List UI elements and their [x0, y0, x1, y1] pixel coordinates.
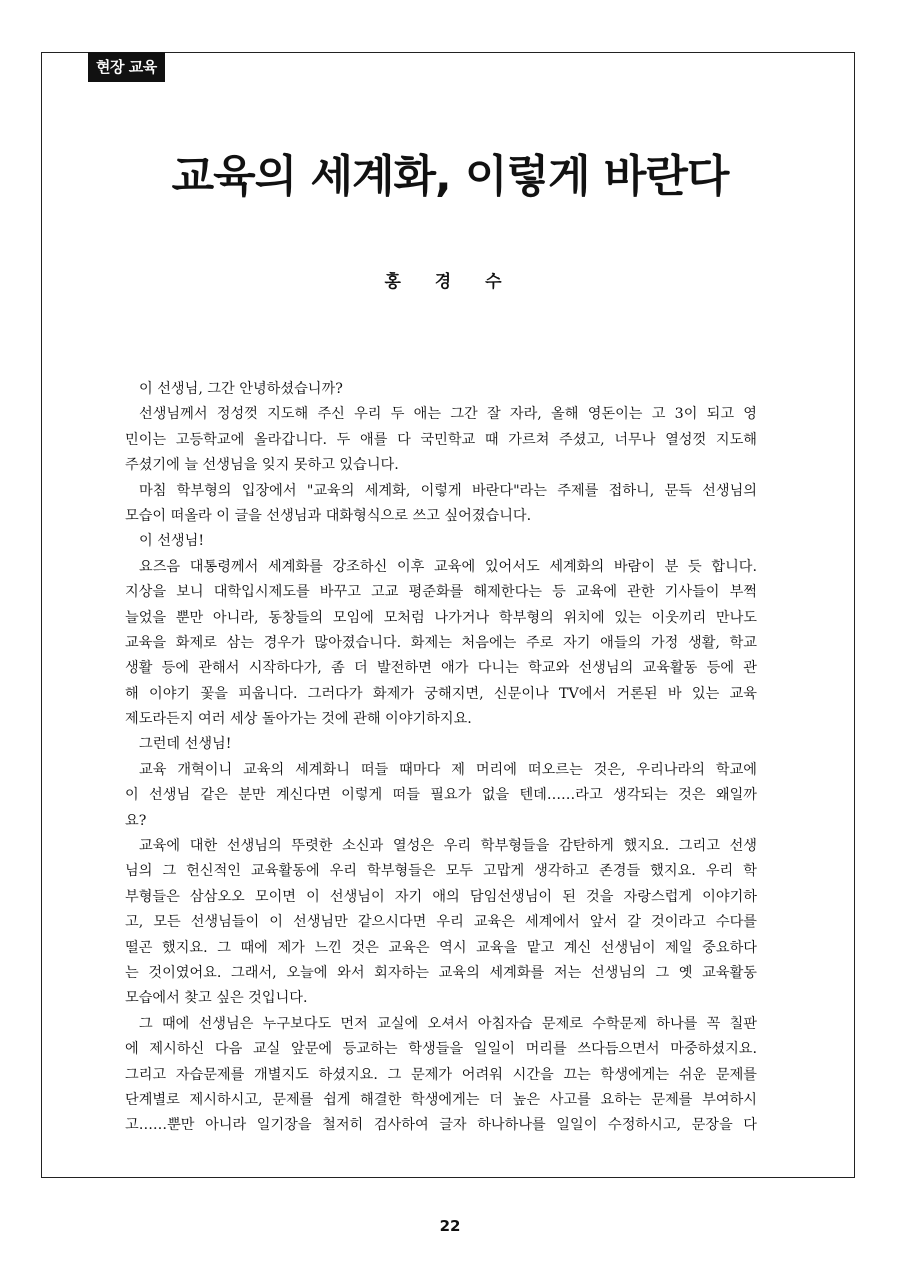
body-line: 이 선생님 같은 분만 계신다면 이렇게 떠들 필요가 없을 텐데……라고 생각되는 것은 왜일까: [125, 787, 757, 804]
body-line: 교육 개혁이니 교육의 세계화니 떠들 때마다 제 머리에 떠오르는 것은, 우리나라의 학교에: [139, 761, 757, 778]
body-line: 마침 학부형의 입장에서 "교육의 세계화, 이렇게 바란다"라는 주제를 접하니, 문득 선생님의: [139, 482, 757, 499]
body-line: 해 이야기 꽃을 피웁니다. 그러다가 화제가 궁해지면, 신문이나 TV에서 거론된 바 있는 교육: [125, 685, 757, 702]
section-tag: 현장 교육: [88, 52, 165, 82]
body-line: 이 선생님, 그간 안녕하셨습니까?: [139, 381, 343, 397]
body-line: 고……뿐만 아니라 일기장을 철저히 검사하여 글자 하나하나를 일일이 수정하시고, 문장을 다: [125, 1117, 757, 1134]
body-line: 부형들은 삼삼오오 모이면 이 선생님이 자기 애의 담임선생님이 된 것을 자랑스럽게 이야기하: [125, 888, 757, 905]
body-line: 그런데 선생님!: [139, 736, 232, 753]
body-line: 모습이 떠올라 이 글을 선생님과 대화형식으로 쓰고 싶어졌습니다.: [125, 507, 532, 524]
body-line: 모습에서 찾고 싶은 것입니다.: [125, 990, 308, 1007]
body-line: 이 선생님!: [139, 533, 205, 550]
page-number: 22: [439, 1217, 461, 1235]
body-line: 교육을 화제로 삼는 경우가 많아졌습니다. 화제는 처음에는 주로 자기 애들의 가정 생활, 학교: [125, 634, 757, 651]
article-body: [125, 377, 757, 1139]
article-title: 교육의 세계화, 이렇게 바란다: [171, 151, 729, 202]
body-line: 는 것이였어요. 그래서, 오늘에 와서 회자하는 교육의 세계화를 저는 선생님의 그 옛 교육활동: [125, 964, 757, 981]
body-line: 민이는 고등학교에 올라갑니다. 두 애를 다 국민학교 때 가르쳐 주셨고, 너무나 열성껏 지도해: [125, 431, 757, 448]
body-line: 생활 등에 관해서 시작하다가, 좀 더 발전하면 애가 다니는 학교와 선생님의 교육활동 등에 관: [125, 660, 757, 677]
body-line: 님의 그 헌신적인 교육활동에 우리 학부형들은 모두 고맙게 생각하고 존경들 했지요. 우리 학: [125, 863, 757, 880]
body-line: 주셨기에 늘 선생님을 잊지 못하고 있습니다.: [125, 457, 399, 474]
body-line: 교육에 대한 선생님의 뚜렷한 소신과 열성은 우리 학부형들을 감탄하게 했지요. 그리고 선생: [139, 838, 757, 855]
body-line: 그 때에 선생님은 누구보다도 먼저 교실에 오셔서 아침자습 문제로 수학문제 하나를 꼭 칠판: [139, 1015, 757, 1032]
author-name: 홍 경 수: [384, 272, 516, 292]
body-line: 선생님께서 정성껏 지도해 주신 우리 두 애는 그간 잘 자라, 올해 영돈이는 고 3이 되고 영: [139, 406, 757, 423]
body-line: 요즈음 대통령께서 세계화를 강조하신 이후 교육에 있어서도 세계화의 바람이 분 듯 합니다.: [139, 558, 757, 575]
body-line: 늘었을 뿐만 아니라, 동창들의 모임에 모처럼 나가거나 학부형의 위치에 있는 이웃끼리 만나도: [125, 609, 757, 626]
body-line: 에 제시하신 다음 교실 앞문에 등교하는 학생들을 일일이 머리를 쓰다듬으면서 마중하셨지요.: [125, 1041, 757, 1058]
body-line: 단계별로 제시하시고, 문제를 쉽게 해결한 학생에게는 더 높은 사고를 요하는 문제를 부여하시: [125, 1091, 757, 1108]
body-line: 떨곤 했지요. 그 때에 제가 느낀 것은 교육은 역시 교육을 맡고 계신 선생님이 제일 중요하다: [125, 939, 757, 956]
body-line: 요?: [125, 812, 147, 829]
body-line: 그리고 자습문제를 개별지도 하셨지요. 그 문제가 어려워 시간을 끄는 학생에게는 쉬운 문제를: [125, 1066, 757, 1083]
body-line: 고, 모든 선생님들이 이 선생님만 같으시다면 우리 교육은 세계에서 앞서 갈 것이라고 수다를: [125, 914, 757, 931]
body-line: 제도라든지 여러 세상 돌아가는 것에 관해 이야기하지요.: [125, 711, 472, 728]
body-line: 지상을 보니 대학입시제도를 바꾸고 고교 평준화를 해제한다는 등 교육에 관한 기사들이 부쩍: [125, 584, 757, 601]
